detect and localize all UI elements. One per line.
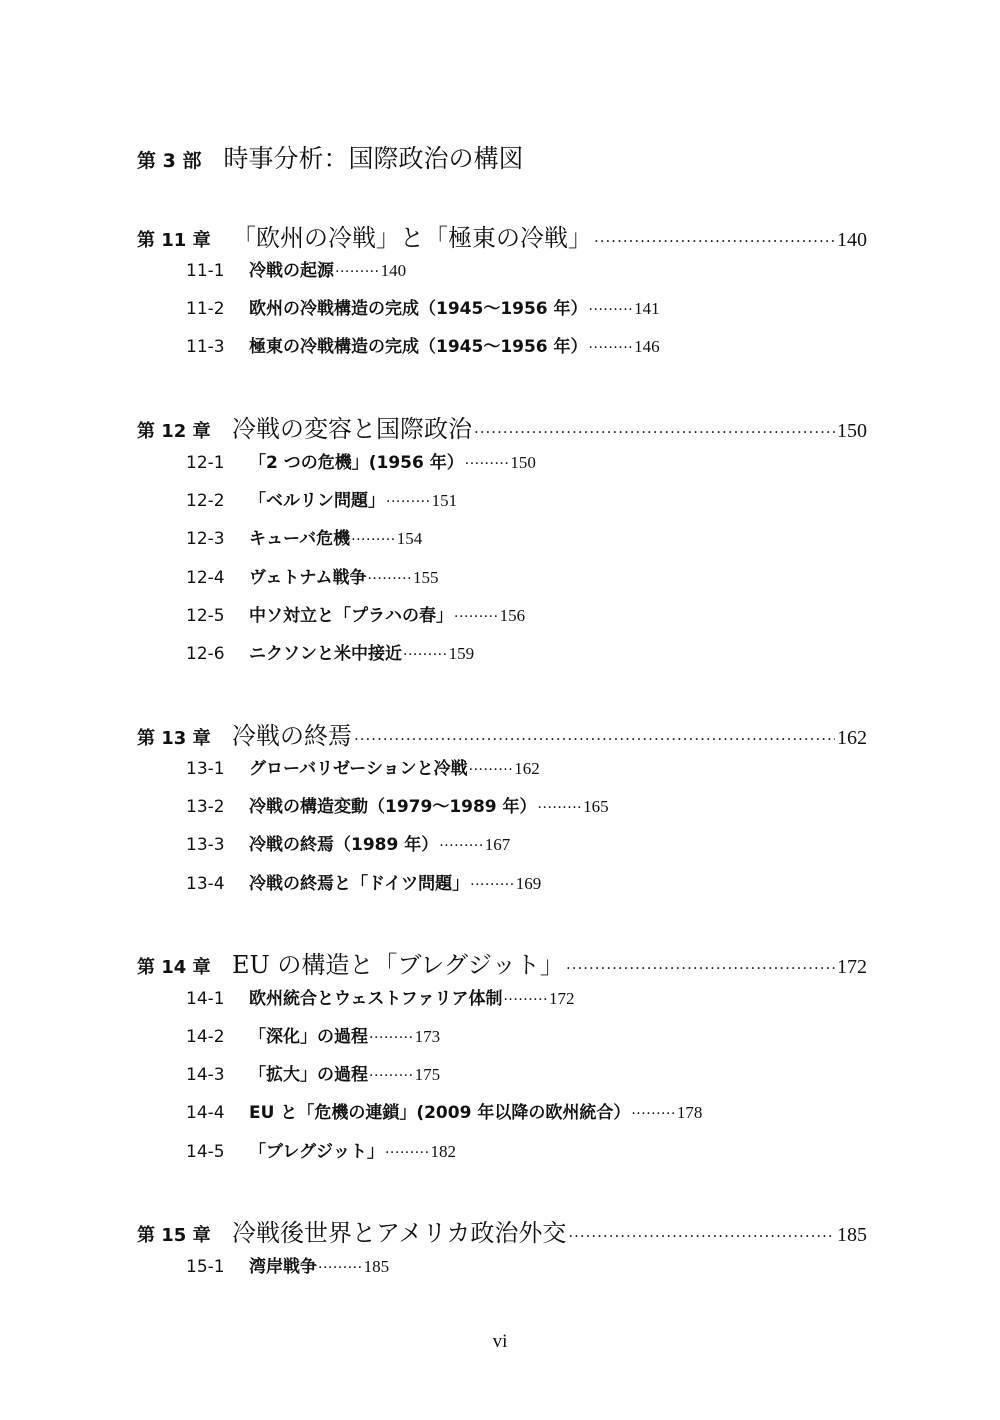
section-number: 13-1: [186, 759, 225, 779]
section-entry: [186, 792, 609, 820]
section-entry: [186, 563, 439, 591]
chapter-number: 第 14 章: [137, 957, 211, 978]
section-title: 冷戦の終焉と「ドイツ問題」: [249, 874, 470, 894]
chapter-number: 第 13 章: [137, 728, 211, 749]
section-page: 169: [515, 874, 542, 893]
dot-leader: [594, 232, 835, 250]
section-number: 14-3: [186, 1065, 225, 1085]
section-page: 146: [634, 337, 660, 356]
section-entry: [186, 869, 541, 897]
section-title: グローバリゼーションと冷戦: [249, 759, 468, 779]
dot-leader: [503, 992, 548, 1008]
chapter-heading: [137, 409, 867, 443]
section-title: 欧州の冷戦構造の完成（1945～1956 年）: [249, 299, 588, 319]
dot-leader: [465, 456, 510, 472]
section-number: 15-1: [186, 1257, 225, 1277]
dot-leader: [335, 264, 380, 280]
chapter-heading: [137, 716, 867, 750]
section-title: EU と「危機の連鎖」(2009 年以降の欧州統合）: [249, 1103, 631, 1123]
section-page: 178: [676, 1103, 703, 1122]
dot-leader: [538, 800, 583, 816]
chapter-heading: [137, 218, 867, 252]
dot-leader: [470, 877, 515, 893]
chapter-page: 150: [837, 420, 867, 442]
dot-leader: [469, 762, 514, 778]
section-page: 156: [499, 606, 526, 625]
section-entry: [186, 1022, 440, 1050]
section-page: 141: [634, 299, 660, 318]
part-title: 時事分析：国際政治の構図: [223, 144, 524, 173]
section-title: 「2 つの危機」(1956 年）: [249, 453, 464, 473]
section-number: 12-3: [186, 529, 225, 549]
chapter-number: 第 12 章: [137, 421, 211, 442]
section-entry: [186, 601, 525, 629]
section-entry: [186, 1252, 389, 1280]
section-entry: [186, 332, 660, 360]
chapter-heading: [137, 1213, 867, 1247]
section-page: 185: [363, 1257, 390, 1276]
section-title: 「ベルリン問題」: [249, 491, 385, 511]
section-page: 155: [413, 568, 439, 587]
section-title: 冷戦の構造変動（1979～1989 年）: [249, 797, 537, 817]
section-entry: [186, 256, 406, 284]
section-number: 11-1: [186, 261, 225, 281]
section-page: 151: [431, 491, 458, 510]
dot-leader: [354, 730, 835, 748]
chapter-number: 第 15 章: [137, 1225, 211, 1246]
section-entry: [186, 1098, 702, 1126]
section-page: 175: [414, 1065, 441, 1084]
dot-leader: [474, 423, 835, 441]
section-number: 13-2: [186, 797, 225, 817]
dot-leader: [631, 1106, 676, 1122]
section-number: 14-1: [186, 989, 225, 1009]
dot-leader: [439, 838, 484, 854]
section-entry: [186, 754, 540, 782]
section-page: 172: [549, 989, 575, 1008]
section-title: 中ソ対立と「プラハの春」: [249, 606, 453, 626]
section-title: 「ブレグジット」: [249, 1142, 384, 1162]
section-title: 冷戦の終焉（1989 年）: [249, 835, 439, 855]
chapter-title: 冷戦の終焉: [232, 722, 352, 750]
chapter-page: 172: [837, 956, 867, 978]
section-title: 湾岸戦争: [249, 1257, 317, 1277]
section-entry: [186, 448, 536, 476]
section-title: ニクソンと米中接近: [249, 644, 402, 664]
dot-leader: [403, 647, 448, 663]
section-page: 150: [510, 453, 536, 472]
section-title: 冷戦の起源: [249, 261, 334, 281]
section-entry: [186, 830, 510, 858]
section-number: 12-5: [186, 606, 225, 626]
chapter-heading: [137, 945, 867, 979]
section-number: 12-1: [186, 453, 225, 473]
section-entry: [186, 1060, 440, 1088]
section-entry: [186, 524, 422, 552]
chapter-page: 162: [837, 727, 867, 749]
dot-leader: [385, 1145, 430, 1161]
section-page: 165: [583, 797, 609, 816]
dot-leader: [566, 959, 835, 977]
chapter-title: 冷戦後世界とアメリカ政治外交: [232, 1219, 567, 1247]
dot-leader: [318, 1260, 363, 1276]
chapter-title: 冷戦の変容と国際政治: [232, 415, 472, 443]
chapter-page: 140: [837, 229, 867, 251]
dot-leader: [369, 1068, 414, 1084]
section-page: 167: [484, 835, 511, 854]
dot-leader: [454, 609, 499, 625]
part-number: 第 3 部: [137, 150, 202, 172]
dot-leader: [589, 302, 634, 318]
section-number: 12-6: [186, 644, 225, 664]
section-number: 14-2: [186, 1027, 225, 1047]
section-entry: [186, 639, 474, 667]
section-title: キューバ危機: [249, 529, 351, 549]
section-page: 173: [414, 1027, 441, 1046]
section-number: 11-3: [186, 337, 225, 357]
section-number: 14-4: [186, 1103, 225, 1123]
page-number: vi: [492, 1331, 508, 1352]
section-entry: [186, 1137, 456, 1165]
section-page: 154: [396, 529, 423, 548]
section-entry: [186, 984, 575, 1012]
part-heading: [137, 139, 523, 175]
section-number: 12-2: [186, 491, 225, 511]
dot-leader: [386, 494, 431, 510]
section-page: 159: [448, 644, 475, 663]
section-number: 13-3: [186, 835, 225, 855]
section-title: 欧州統合とウェストファリア体制: [249, 989, 503, 1009]
section-title: 「深化」の過程: [249, 1027, 368, 1047]
dot-leader: [568, 1227, 835, 1245]
section-number: 11-2: [186, 299, 225, 319]
chapter-title: EU の構造と「ブレグジット」: [232, 951, 564, 979]
chapter-title: 「欧州の冷戦」と「極東の冷戦」: [232, 224, 592, 252]
dot-leader: [351, 532, 396, 548]
chapter-page: 185: [837, 1224, 867, 1246]
section-number: 12-4: [186, 568, 225, 588]
section-title: ヴェトナム戦争: [249, 568, 367, 588]
section-title: 「拡大」の過程: [249, 1065, 368, 1085]
section-entry: [186, 294, 660, 322]
section-number: 14-5: [186, 1142, 225, 1162]
section-page: 182: [430, 1142, 457, 1161]
section-number: 13-4: [186, 874, 225, 894]
section-page: 140: [380, 261, 407, 280]
chapter-number: 第 11 章: [137, 230, 211, 251]
section-entry: [186, 486, 457, 514]
dot-leader: [369, 1030, 414, 1046]
section-page: 162: [514, 759, 540, 778]
dot-leader: [589, 340, 634, 356]
dot-leader: [367, 571, 412, 587]
section-title: 極東の冷戦構造の完成（1945～1956 年）: [249, 337, 588, 357]
